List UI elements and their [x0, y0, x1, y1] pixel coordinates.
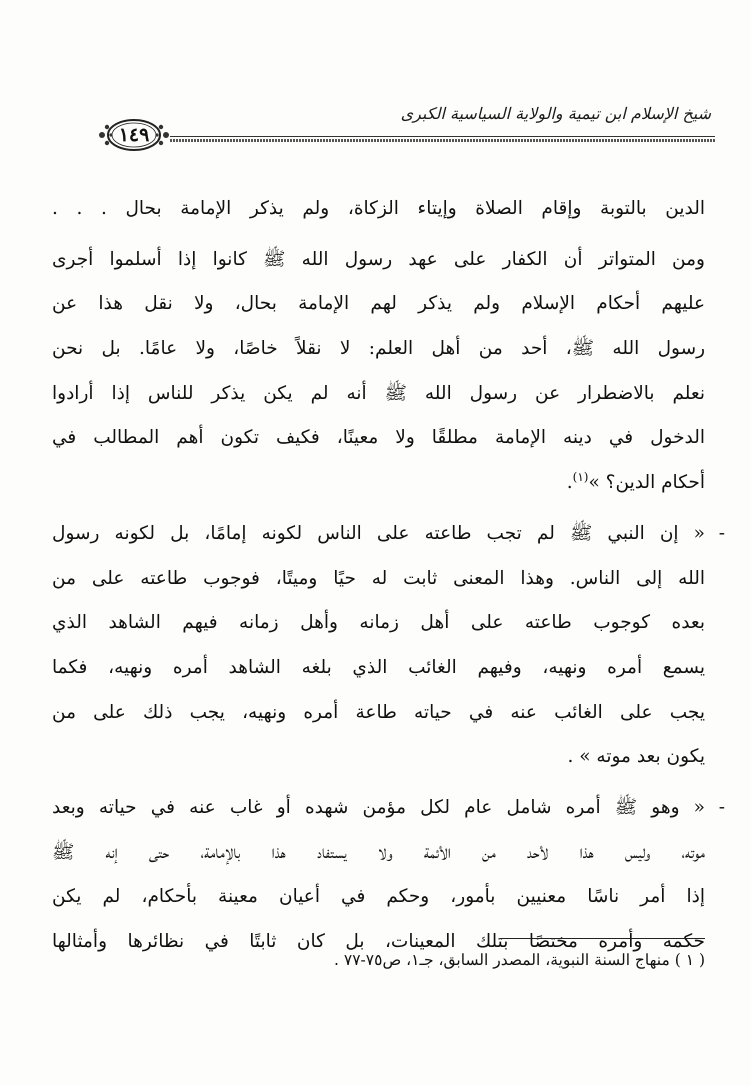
text-line: يسمع أمره ونهيه، وفيهم الغائب الذي بلغه الشاهد أمره ونهيه، فكما [52, 656, 705, 678]
footnote: ( ١ ) منهاج السنة النبوية، المصدر السابق، جـ١، ص٧٥-٧٧ . [334, 951, 705, 969]
body-text [52, 187, 725, 965]
text-line: يجب على الغائب عنه في حياته طاعة أمره ونهيه، يجب ذلك على من [52, 701, 705, 723]
text-line: رسول الله ﷺ، أحد من أهل العلم: لا نقلاً خاصًا، ولا عامًا. بل نحن [52, 338, 705, 360]
line-text: « وهو ﷺ أمره شامل عام لكل مؤمن شهده أو غاب عنه في حياته وبعد [52, 796, 705, 818]
text-line: يكون بعد موته » . [567, 746, 705, 768]
text-line: ومن المتواتر أن الكفار على عهد رسول الله ﷺ كانوا إذا أسلموا أجرى [52, 248, 705, 270]
text-line: الدين بالتوبة وإقام الصلاة وإيتاء الزكاة، ولم يذكر الإمامة بحال . . . [52, 198, 705, 219]
bullet-dash: - [718, 522, 725, 544]
bullet-dash: - [718, 796, 725, 818]
running-title: شيخ الإسلام ابن تيمية والولاية السياسية الكبرى [400, 104, 711, 123]
text-line [52, 461, 705, 506]
page-number-badge [96, 114, 172, 156]
line-text: أحكام الدين؟ » [588, 472, 705, 494]
text-line: بعده كوجوب طاعته على أهل زمانه وأهل زمانه فيهم الشاهد الذي [52, 612, 705, 634]
text-line: عليهم أحكام الإسلام ولم يذكر لهم الإمامة بحال، ولا نقل هذا عن [52, 293, 705, 315]
header-rule [170, 136, 715, 137]
text-line: إذا أمر ناسًا معنيين بأمور، وحكم في أعيان معينة بأحكام، لم يكن [52, 886, 705, 908]
text-line: الله إلى الناس. وهذا المعنى ثابت له حيًا وميتًا، فوجوب طاعته على من [52, 567, 705, 589]
text-line: حكمه وأمره مختصًا بتلك المعينات، بل كان ثابتًا في نظائرها وأمثالها [52, 931, 705, 952]
text-line [52, 786, 725, 831]
footnote-reference: (١) [572, 469, 589, 484]
end-mark: . [566, 472, 573, 494]
text-line [52, 512, 725, 557]
text-line: الدخول في دينه الإمامة مطلقًا ولا معينًا، فكيف تكون أهم المطالب في [52, 427, 705, 449]
page-number: ١٤٩ [118, 124, 150, 146]
text-line: موته، وليس هذا لأحد من الأئمة ولا يستفاد هذا بالإمامة، حتى إنه ﷺ [52, 841, 705, 863]
line-text: « إن النبي ﷺ لم تجب طاعته على الناس لكونه إمامًا، بل لكونه رسول [52, 522, 705, 544]
header-rule-dotted [170, 139, 715, 142]
footnote-rule [500, 938, 705, 939]
text-line: نعلم بالاضطرار عن رسول الله ﷺ أنه لم يكن يذكر للناس إذا أرادوا [52, 382, 705, 404]
